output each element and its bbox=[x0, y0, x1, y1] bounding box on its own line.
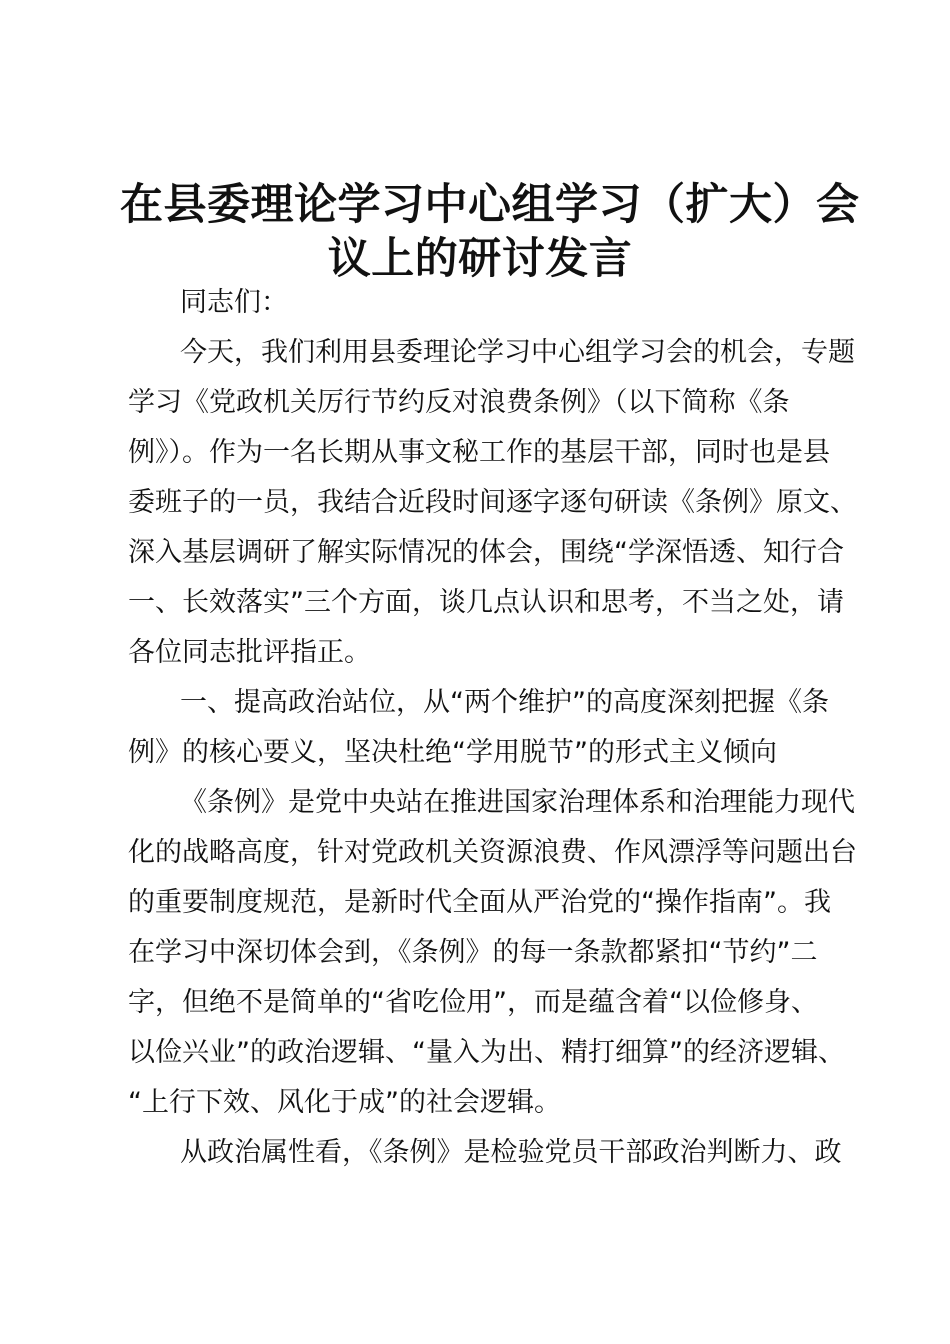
salutation-text: 同志们： bbox=[180, 287, 288, 318]
document-body bbox=[128, 278, 857, 1178]
section-heading-1 bbox=[128, 678, 848, 778]
title-line-2: 议上的研讨发言 bbox=[327, 234, 633, 284]
paragraph-line: 例》）。作为一名长期从事文秘工作的基层干部，同时也是县 bbox=[128, 437, 830, 468]
paragraph-line: 各位同志批评指正。 bbox=[128, 637, 371, 668]
paragraph-line: 字，但绝不是简单的“省吃俭用”，而是蕴含着“以俭修身、 bbox=[128, 987, 818, 1018]
paragraph-line: 深入基层调研了解实际情况的体会，围绕“学深悟透、知行合 bbox=[128, 537, 844, 568]
paragraph-line: 《条例》是党中央站在推进国家治理体系和治理能力现代 bbox=[180, 787, 855, 818]
title-line-1: 在县委理论学习中心组学习（扩大）会 bbox=[120, 180, 860, 230]
paragraph-line: 在学习中深切体会到，《条例》的每一条款都紧扣“节约”二 bbox=[128, 937, 818, 968]
paragraph-line: 委班子的一员，我结合近段时间逐字逐句研读《条例》原文、 bbox=[128, 487, 857, 518]
paragraph-section-1 bbox=[128, 778, 857, 1128]
paragraph-line: 今天，我们利用县委理论学习中心组学习会的机会，专题 bbox=[180, 337, 855, 368]
paragraph-line: “上行下效、风化于成”的社会逻辑。 bbox=[128, 1087, 561, 1118]
paragraph-political bbox=[128, 1128, 848, 1178]
paragraph-line: 学习《党政机关厉行节约反对浪费条例》（以下简称《条 bbox=[128, 387, 790, 418]
paragraph-line: 化的战略高度，针对党政机关资源浪费、作风漂浮等问题出台 bbox=[128, 837, 857, 868]
salutation bbox=[128, 278, 848, 328]
paragraph-line: 以俭兴业”的政治逻辑、“量入为出、精打细算”的经济逻辑、 bbox=[128, 1037, 845, 1068]
paragraph-line: 的重要制度规范，是新时代全面从严治党的“操作指南”。我 bbox=[128, 887, 831, 918]
heading-line: 一、提高政治站位，从“两个维护”的高度深刻把握《条 bbox=[180, 687, 829, 718]
paragraph-line: 一、长效落实”三个方面，谈几点认识和思考，不当之处，请 bbox=[128, 587, 844, 618]
heading-line: 例》的核心要义，坚决杜绝“学用脱节”的形式主义倾向 bbox=[128, 737, 777, 768]
paragraph-intro bbox=[128, 328, 857, 678]
document-title bbox=[120, 178, 860, 286]
paragraph-line: 从政治属性看，《条例》是检验党员干部政治判断力、政 bbox=[180, 1137, 842, 1168]
